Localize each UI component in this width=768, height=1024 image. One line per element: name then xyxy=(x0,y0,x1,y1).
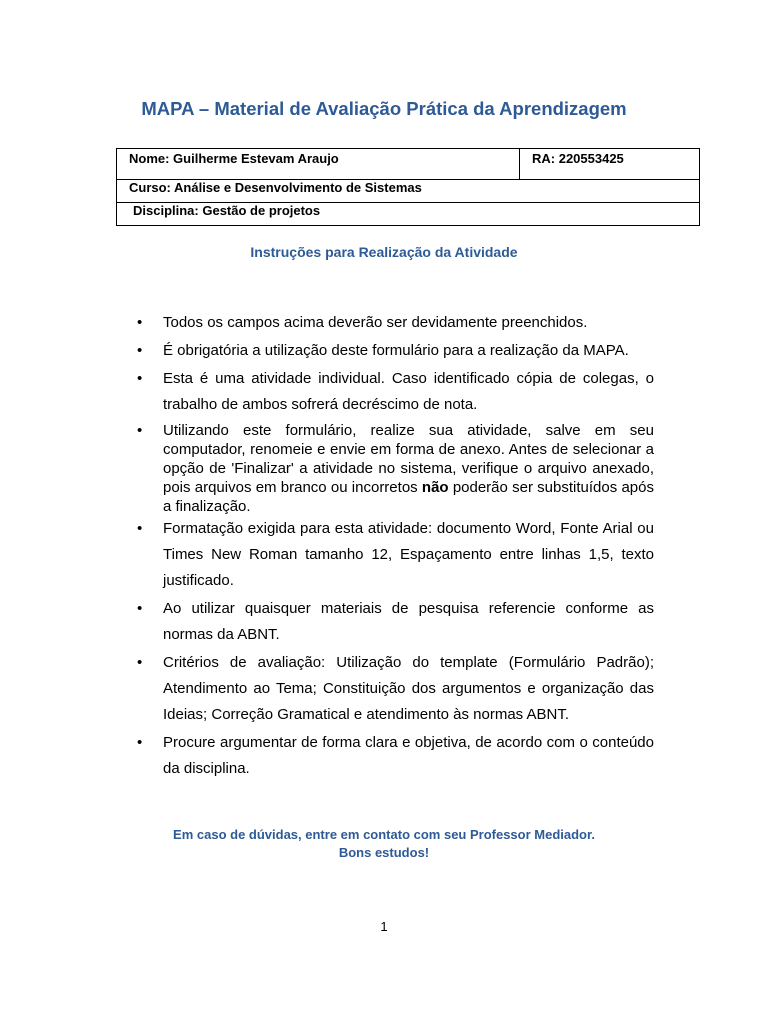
footer-greeting-line: Bons estudos! xyxy=(338,845,430,860)
instruction-text: Critérios de avaliação: Utilização do template (Formulário Padrão); Atendimento ao Tema; Constituição dos argumentos e organização das Ideias; Correção Gramatical e atendimento às normas ABNT. xyxy=(163,654,654,723)
page-number: 1 xyxy=(380,919,388,934)
footer-contact-line: Em caso de dúvidas, entre em contato com seu Professor Mediador. xyxy=(173,827,595,842)
instruction-text-part: Utilizando este formulário, realize sua atividade, salve em seu computador, renomeie e envie em forma de anexo. Antes de selecionar a opção de 'Finalizar' a atividade no sistema, verifique o arquivo anexado, pois arquivos em branco ou incorretos xyxy=(163,422,654,496)
bullet-icon: • xyxy=(137,600,143,617)
instructions-list xyxy=(136,310,654,784)
bullet-icon: • xyxy=(137,342,143,359)
student-name-cell: Nome: Guilherme Estevam Araujo xyxy=(117,149,520,180)
instruction-bold-word: não xyxy=(421,479,449,496)
instruction-text: É obrigatória a utilização deste formulário para a realização da MAPA. xyxy=(163,342,629,359)
bullet-icon: • xyxy=(137,370,143,387)
footer-message xyxy=(0,826,768,862)
instruction-text: Ao utilizar quaisquer materiais de pesquisa referencie conforme as normas da ABNT. xyxy=(163,600,654,643)
student-info-table xyxy=(116,148,700,226)
instruction-text: Todos os campos acima deverão ser devidamente preenchidos. xyxy=(163,314,588,331)
student-ra-cell: RA: 220553425 xyxy=(520,149,700,180)
list-item xyxy=(136,310,654,336)
list-item xyxy=(136,421,654,516)
list-item xyxy=(136,366,654,418)
discipline-cell: Disciplina: Gestão de projetos xyxy=(117,203,700,226)
list-item xyxy=(136,650,654,728)
bullet-icon: • xyxy=(137,654,143,671)
instruction-text-part: poderão ser substituídos após a finalização. xyxy=(163,479,654,515)
course-cell: Curso: Análise e Desenvolvimento de Sistemas xyxy=(117,180,700,203)
bullet-icon: • xyxy=(137,314,143,331)
list-item xyxy=(136,516,654,594)
list-item xyxy=(136,596,654,648)
list-item xyxy=(136,338,654,364)
table-row xyxy=(117,203,700,226)
instruction-text: Procure argumentar de forma clara e objetiva, de acordo com o conteúdo da disciplina. xyxy=(163,734,654,777)
instruction-text: Esta é uma atividade individual. Caso identificado cópia de colegas, o trabalho de ambos sofrerá decréscimo de nota. xyxy=(163,370,654,413)
instructions-heading: Instruções para Realização da Atividade xyxy=(250,244,518,260)
table-row xyxy=(117,180,700,203)
bullet-icon: • xyxy=(137,734,143,751)
instruction-text: Formatação exigida para esta atividade: documento Word, Fonte Arial ou Times New Roman tamanho 12, Espaçamento entre linhas 1,5, texto justificado. xyxy=(163,520,654,589)
bullet-icon: • xyxy=(137,520,143,537)
document-title: MAPA – Material de Avaliação Prática da Aprendizagem xyxy=(141,98,627,119)
table-row xyxy=(117,149,700,180)
bullet-icon: • xyxy=(137,422,143,439)
list-item xyxy=(136,730,654,782)
